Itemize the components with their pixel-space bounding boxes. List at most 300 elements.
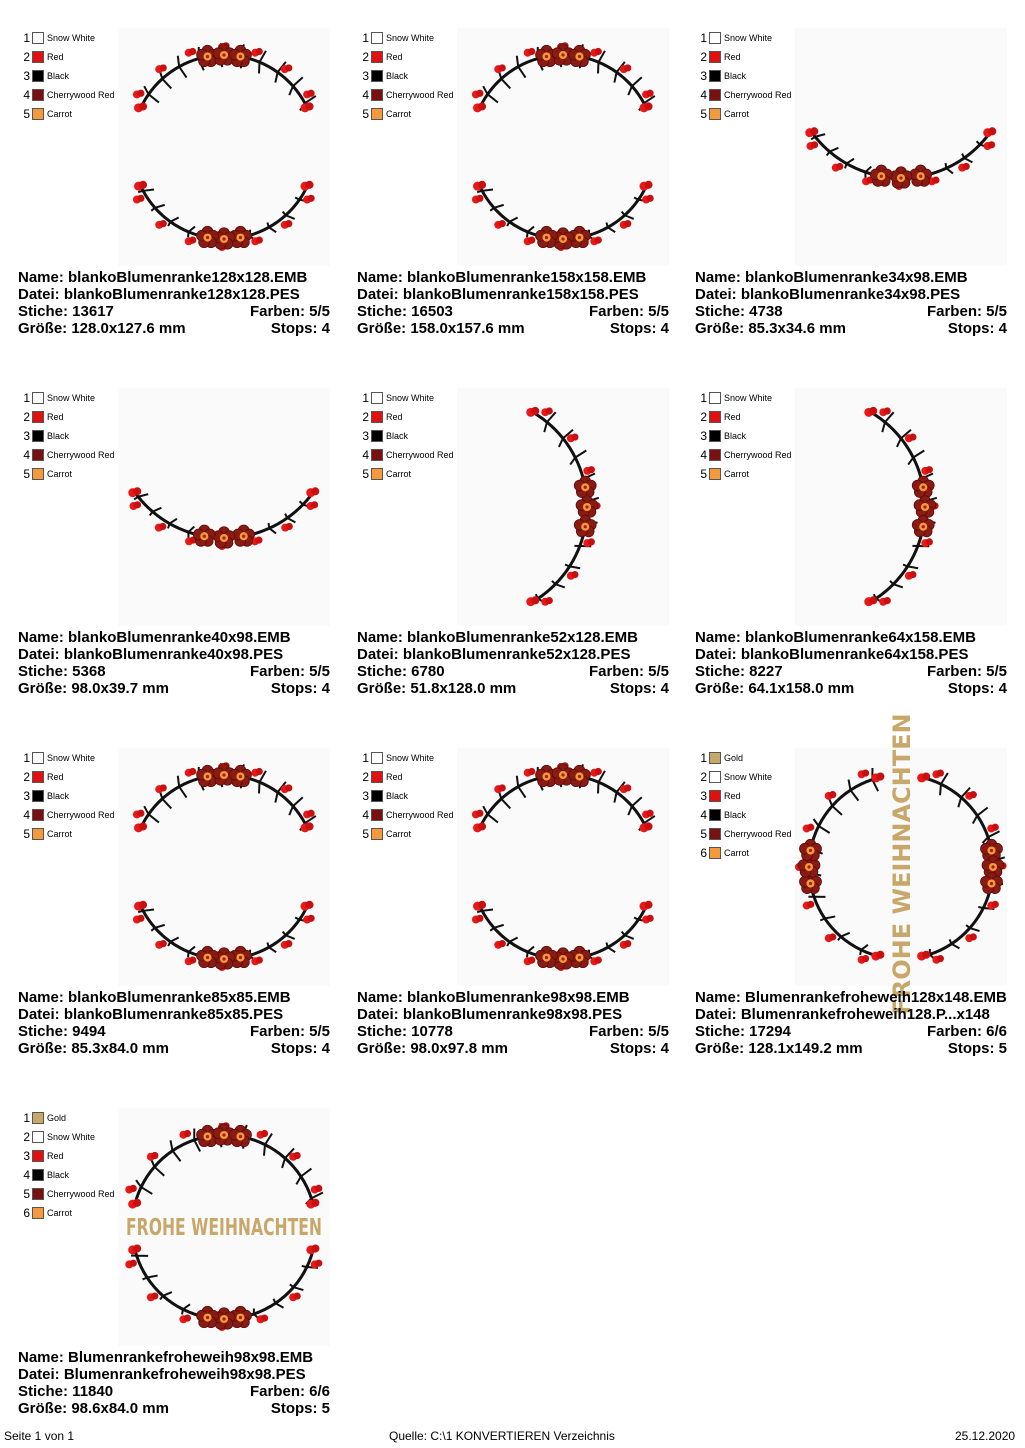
color-legend — [18, 1108, 128, 1222]
design-size: Größe: 85.3x84.0 mm — [18, 1040, 169, 1057]
design-size: Größe: 64.1x158.0 mm — [695, 680, 855, 697]
color-swatch — [709, 70, 721, 82]
embroidery-motif — [526, 407, 600, 606]
color-legend-row — [357, 824, 467, 843]
stitch-count: Stiche: 8227 — [695, 663, 783, 680]
color-number: 1 — [362, 30, 369, 45]
design-card — [18, 1108, 348, 1448]
color-name: Cherrywood Red — [386, 89, 454, 100]
color-swatch — [371, 771, 383, 783]
color-legend-row — [18, 824, 128, 843]
color-legend-row — [18, 104, 128, 123]
design-card — [357, 748, 687, 1088]
color-swatch — [32, 752, 44, 764]
color-name: Snow White — [386, 752, 435, 763]
design-info — [695, 629, 1007, 697]
embroidery-motif — [133, 42, 316, 251]
color-name: Cherrywood Red — [47, 449, 115, 460]
color-legend-row — [18, 1203, 128, 1222]
color-name: Carrot — [47, 1207, 73, 1218]
color-legend — [695, 28, 805, 123]
color-legend-row — [357, 66, 467, 85]
color-name: Red — [724, 51, 741, 62]
color-legend-row — [357, 388, 467, 407]
design-card — [695, 28, 1025, 368]
color-name: Red — [47, 411, 64, 422]
color-swatch — [709, 108, 721, 120]
color-legend-row — [357, 407, 467, 426]
design-preview — [118, 388, 330, 626]
color-swatch — [371, 790, 383, 802]
color-legend — [695, 388, 805, 483]
color-legend-row — [18, 47, 128, 66]
color-swatch — [371, 392, 383, 404]
color-name: Cherrywood Red — [386, 809, 454, 820]
color-number: 4 — [23, 87, 30, 102]
design-file: Datei: blankoBlumenranke40x98.PES — [18, 646, 284, 663]
color-swatch — [371, 828, 383, 840]
design-card — [18, 748, 348, 1088]
color-name: Black — [386, 430, 409, 441]
color-swatch — [32, 771, 44, 783]
stitch-count: Stiche: 10778 — [357, 1023, 453, 1040]
design-file: Datei: blankoBlumenranke85x85.PES — [18, 1006, 284, 1023]
color-name: Red — [47, 771, 64, 782]
design-size: Größe: 51.8x128.0 mm — [357, 680, 517, 697]
stop-count: Stops: 4 — [609, 320, 669, 337]
color-legend-row — [18, 1165, 128, 1184]
color-swatch — [371, 32, 383, 44]
color-legend-row — [695, 767, 805, 786]
color-legend-row — [18, 748, 128, 767]
color-swatch — [709, 809, 721, 821]
color-count: Farben: 5/5 — [588, 1023, 669, 1040]
color-swatch — [32, 70, 44, 82]
design-size: Größe: 98.6x84.0 mm — [18, 1400, 169, 1417]
design-name: Name: blankoBlumenranke52x128.EMB — [357, 629, 638, 646]
color-name: Carrot — [386, 468, 412, 479]
color-count: Farben: 5/5 — [249, 663, 330, 680]
color-legend-row — [18, 805, 128, 824]
design-preview — [118, 28, 330, 266]
color-number: 4 — [23, 1167, 30, 1182]
color-legend-row — [695, 426, 805, 445]
design-name: Name: blankoBlumenranke158x158.EMB — [357, 269, 647, 286]
color-legend-row — [695, 824, 805, 843]
color-legend-row — [18, 388, 128, 407]
color-name: Cherrywood Red — [724, 449, 792, 460]
color-name: Cherrywood Red — [47, 809, 115, 820]
color-number: 1 — [23, 30, 30, 45]
color-number: 4 — [23, 807, 30, 822]
color-name: Snow White — [386, 32, 435, 43]
color-name: Cherrywood Red — [47, 1188, 115, 1199]
color-count: Farben: 5/5 — [588, 303, 669, 320]
color-name: Carrot — [724, 108, 750, 119]
color-number: 5 — [23, 826, 30, 841]
color-swatch — [371, 468, 383, 480]
color-swatch — [371, 108, 383, 120]
design-name: Name: blankoBlumenranke34x98.EMB — [695, 269, 968, 286]
stop-count: Stops: 4 — [609, 1040, 669, 1057]
color-number: 3 — [23, 428, 30, 443]
color-name: Black — [47, 70, 70, 81]
color-number: 1 — [700, 30, 707, 45]
color-number: 3 — [700, 428, 707, 443]
design-file: Datei: Blumenrankefroheweih128.P...x148 — [695, 1006, 990, 1023]
color-number: 4 — [362, 807, 369, 822]
color-number: 2 — [700, 49, 707, 64]
design-preview — [118, 748, 330, 986]
color-name: Black — [47, 430, 70, 441]
stitch-count: Stiche: 5368 — [18, 663, 106, 680]
color-swatch — [709, 51, 721, 63]
design-file: Datei: blankoBlumenranke128x128.PES — [18, 286, 300, 303]
color-legend-row — [695, 843, 805, 862]
color-name: Cherrywood Red — [47, 89, 115, 100]
color-name: Red — [386, 771, 403, 782]
design-file: Datei: blankoBlumenranke158x158.PES — [357, 286, 639, 303]
color-legend-row — [18, 445, 128, 464]
embroidery-motif — [805, 127, 996, 190]
design-info — [695, 989, 1007, 1057]
color-name: Red — [47, 51, 64, 62]
color-number: 5 — [700, 466, 707, 481]
color-number: 4 — [362, 447, 369, 462]
design-size: Größe: 98.0x97.8 mm — [357, 1040, 508, 1057]
color-name: Snow White — [47, 1131, 96, 1142]
color-swatch — [371, 809, 383, 821]
color-name: Red — [386, 51, 403, 62]
embroidery-motif — [864, 407, 938, 606]
color-number: 4 — [23, 447, 30, 462]
embroidery-motif — [133, 762, 316, 971]
color-legend — [695, 748, 805, 862]
design-name: Name: blankoBlumenranke85x85.EMB — [18, 989, 291, 1006]
color-swatch — [32, 468, 44, 480]
color-number: 5 — [23, 466, 30, 481]
color-swatch — [32, 1150, 44, 1162]
color-number: 1 — [23, 390, 30, 405]
color-count: Farben: 5/5 — [926, 303, 1007, 320]
color-legend-row — [357, 426, 467, 445]
color-swatch — [709, 411, 721, 423]
design-info — [695, 269, 1007, 337]
design-info — [357, 989, 669, 1057]
color-number: 2 — [23, 769, 30, 784]
color-swatch — [32, 828, 44, 840]
design-preview — [118, 1108, 330, 1346]
design-info — [18, 629, 330, 697]
color-name: Red — [724, 411, 741, 422]
color-legend-row — [357, 445, 467, 464]
color-name: Red — [386, 411, 403, 422]
design-file: Datei: blankoBlumenranke64x158.PES — [695, 646, 969, 663]
color-swatch — [32, 430, 44, 442]
color-name: Gold — [47, 1112, 67, 1123]
color-count: Farben: 6/6 — [926, 1023, 1007, 1040]
design-file: Datei: blankoBlumenranke52x128.PES — [357, 646, 631, 663]
design-name: Name: blankoBlumenranke64x158.EMB — [695, 629, 976, 646]
color-number: 3 — [362, 428, 369, 443]
source-path: Quelle: C:\1 KONVERTIEREN Verzeichnis — [389, 1429, 615, 1443]
stop-count: Stops: 4 — [270, 320, 330, 337]
color-name: Black — [386, 790, 409, 801]
print-date: 25.12.2020 — [955, 1429, 1016, 1443]
color-number: 3 — [362, 788, 369, 803]
color-name: Gold — [724, 752, 744, 763]
color-count: Farben: 6/6 — [249, 1383, 330, 1400]
design-info — [18, 1349, 330, 1417]
color-name: Black — [724, 809, 747, 820]
color-swatch — [32, 32, 44, 44]
color-count: Farben: 5/5 — [926, 663, 1007, 680]
color-swatch — [32, 411, 44, 423]
color-legend-row — [18, 28, 128, 47]
color-number: 5 — [700, 106, 707, 121]
stitch-count: Stiche: 16503 — [357, 303, 453, 320]
color-number: 2 — [362, 409, 369, 424]
embroidery-text: FROHE WEIHNACHTEN — [126, 1215, 322, 1241]
color-number: 5 — [700, 826, 707, 841]
design-preview — [795, 388, 1007, 626]
color-name: Carrot — [47, 108, 73, 119]
design-card — [695, 388, 1025, 728]
color-number: 6 — [23, 1205, 30, 1220]
design-size: Größe: 85.3x34.6 mm — [695, 320, 846, 337]
color-legend-row — [18, 1108, 128, 1127]
stitch-count: Stiche: 13617 — [18, 303, 114, 320]
color-swatch — [709, 771, 721, 783]
color-legend-row — [695, 786, 805, 805]
color-swatch — [709, 392, 721, 404]
color-legend-row — [695, 85, 805, 104]
design-card — [18, 388, 348, 728]
design-size: Größe: 158.0x157.6 mm — [357, 320, 525, 337]
color-legend-row — [18, 786, 128, 805]
color-number: 2 — [23, 49, 30, 64]
color-swatch — [32, 1131, 44, 1143]
color-legend-row — [357, 767, 467, 786]
color-legend — [357, 28, 467, 123]
color-swatch — [371, 752, 383, 764]
color-number: 1 — [23, 1110, 30, 1125]
stop-count: Stops: 4 — [947, 680, 1007, 697]
color-number: 1 — [362, 390, 369, 405]
color-legend-row — [357, 28, 467, 47]
color-number: 5 — [362, 106, 369, 121]
color-number: 2 — [700, 409, 707, 424]
color-name: Cherrywood Red — [724, 828, 792, 839]
color-legend-row — [695, 104, 805, 123]
design-card — [357, 388, 687, 728]
color-number: 3 — [23, 68, 30, 83]
color-name: Black — [724, 430, 747, 441]
stop-count: Stops: 4 — [947, 320, 1007, 337]
color-swatch — [32, 1207, 44, 1219]
design-info — [18, 269, 330, 337]
color-name: Snow White — [47, 32, 96, 43]
color-swatch — [32, 449, 44, 461]
color-swatch — [709, 89, 721, 101]
stitch-count: Stiche: 6780 — [357, 663, 445, 680]
color-number: 5 — [362, 826, 369, 841]
embroidery-motif — [472, 42, 655, 251]
color-name: Black — [47, 790, 70, 801]
color-number: 2 — [700, 769, 707, 784]
color-legend-row — [695, 66, 805, 85]
design-name: Name: Blumenrankefroheweih128x148.EMB — [695, 989, 1007, 1006]
color-legend-row — [357, 786, 467, 805]
color-legend-row — [18, 66, 128, 85]
color-legend-row — [695, 47, 805, 66]
color-legend-row — [357, 47, 467, 66]
color-number: 4 — [700, 807, 707, 822]
color-name: Red — [47, 1150, 64, 1161]
color-name: Cherrywood Red — [386, 449, 454, 460]
design-size: Größe: 128.0x127.6 mm — [18, 320, 186, 337]
design-name: Name: blankoBlumenranke98x98.EMB — [357, 989, 630, 1006]
design-preview — [457, 28, 669, 266]
color-name: Snow White — [47, 752, 96, 763]
color-name: Black — [47, 1169, 70, 1180]
color-swatch — [32, 1169, 44, 1181]
color-number: 1 — [362, 750, 369, 765]
embroidery-motif — [125, 1122, 323, 1331]
design-preview — [795, 28, 1007, 266]
color-legend-row — [18, 426, 128, 445]
color-legend-row — [357, 464, 467, 483]
design-name: Name: Blumenrankefroheweih98x98.EMB — [18, 1349, 314, 1366]
design-info — [357, 629, 669, 697]
stop-count: Stops: 4 — [270, 680, 330, 697]
color-name: Snow White — [724, 771, 773, 782]
color-count: Farben: 5/5 — [588, 663, 669, 680]
design-preview — [457, 388, 669, 626]
color-swatch — [709, 790, 721, 802]
stop-count: Stops: 5 — [947, 1040, 1007, 1057]
design-file: Datei: blankoBlumenranke34x98.PES — [695, 286, 961, 303]
stitch-count: Stiche: 17294 — [695, 1023, 791, 1040]
color-number: 1 — [700, 750, 707, 765]
color-name: Carrot — [724, 468, 750, 479]
embroidery-motif — [795, 713, 1007, 1014]
color-legend-row — [695, 748, 805, 767]
color-legend-row — [18, 85, 128, 104]
color-legend — [18, 388, 128, 483]
color-number: 3 — [362, 68, 369, 83]
color-count: Farben: 5/5 — [249, 1023, 330, 1040]
color-legend-row — [357, 104, 467, 123]
color-swatch — [709, 430, 721, 442]
design-info — [357, 269, 669, 337]
embroidery-motif — [472, 762, 655, 971]
color-name: Cherrywood Red — [724, 89, 792, 100]
embroidery-motif — [128, 487, 319, 550]
color-legend — [18, 28, 128, 123]
stop-count: Stops: 4 — [270, 1040, 330, 1057]
color-name: Snow White — [724, 392, 773, 403]
color-name: Carrot — [386, 108, 412, 119]
color-number: 5 — [23, 106, 30, 121]
color-number: 4 — [362, 87, 369, 102]
color-number: 3 — [700, 68, 707, 83]
color-number: 2 — [23, 1129, 30, 1144]
color-legend-row — [18, 407, 128, 426]
color-number: 6 — [700, 845, 707, 860]
color-swatch — [32, 809, 44, 821]
color-legend-row — [695, 805, 805, 824]
color-swatch — [32, 790, 44, 802]
stitch-count: Stiche: 9494 — [18, 1023, 106, 1040]
color-legend-row — [695, 388, 805, 407]
color-name: Red — [724, 790, 741, 801]
color-swatch — [371, 449, 383, 461]
color-count: Farben: 5/5 — [249, 303, 330, 320]
color-swatch — [32, 89, 44, 101]
color-legend-row — [357, 805, 467, 824]
color-number: 2 — [362, 769, 369, 784]
color-legend-row — [695, 407, 805, 426]
design-name: Name: blankoBlumenranke40x98.EMB — [18, 629, 291, 646]
color-swatch — [709, 449, 721, 461]
color-number: 3 — [700, 788, 707, 803]
color-name: Black — [724, 70, 747, 81]
color-swatch — [371, 70, 383, 82]
color-number: 3 — [23, 788, 30, 803]
design-file: Datei: Blumenrankefroheweih98x98.PES — [18, 1366, 306, 1383]
color-name: Snow White — [386, 392, 435, 403]
color-swatch — [709, 468, 721, 480]
color-number: 2 — [362, 49, 369, 64]
color-swatch — [371, 89, 383, 101]
color-name: Carrot — [47, 468, 73, 479]
color-number: 4 — [700, 447, 707, 462]
design-card — [357, 28, 687, 368]
color-name: Carrot — [386, 828, 412, 839]
color-swatch — [371, 430, 383, 442]
color-swatch — [709, 847, 721, 859]
color-swatch — [371, 51, 383, 63]
color-legend-row — [695, 28, 805, 47]
color-number: 2 — [23, 409, 30, 424]
color-legend-row — [695, 464, 805, 483]
design-info — [18, 989, 330, 1057]
color-legend-row — [18, 1184, 128, 1203]
color-swatch — [32, 108, 44, 120]
color-legend-row — [18, 464, 128, 483]
design-name: Name: blankoBlumenranke128x128.EMB — [18, 269, 308, 286]
color-name: Snow White — [724, 32, 773, 43]
design-card — [18, 28, 348, 368]
color-legend-row — [695, 445, 805, 464]
color-name: Snow White — [47, 392, 96, 403]
design-card — [695, 713, 1025, 1088]
stop-count: Stops: 5 — [270, 1400, 330, 1417]
color-legend — [357, 748, 467, 843]
color-number: 4 — [700, 87, 707, 102]
color-legend — [357, 388, 467, 483]
color-legend — [18, 748, 128, 843]
color-swatch — [371, 411, 383, 423]
color-number: 5 — [362, 466, 369, 481]
design-size: Größe: 98.0x39.7 mm — [18, 680, 169, 697]
page-number: Seite 1 von 1 — [4, 1429, 75, 1443]
stop-count: Stops: 4 — [609, 680, 669, 697]
color-swatch — [32, 51, 44, 63]
color-legend-row — [18, 1127, 128, 1146]
color-swatch — [709, 828, 721, 840]
